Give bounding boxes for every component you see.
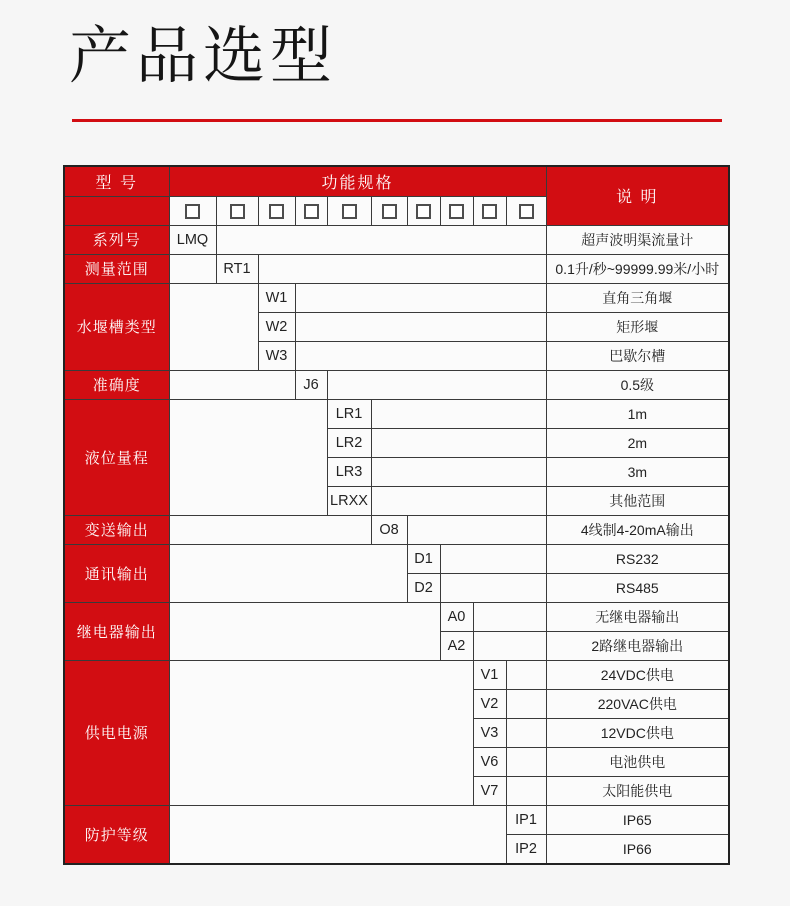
code-cell: D1 (407, 544, 440, 573)
spacer-cell (216, 225, 546, 254)
group-label-level-range: 液位量程 (64, 399, 169, 515)
option-checkbox-cell[interactable] (169, 196, 216, 225)
checkbox-icon[interactable] (304, 204, 319, 219)
desc-cell: 太阳能供电 (546, 776, 729, 805)
desc-cell: 2m (546, 428, 729, 457)
code-cell: A2 (440, 631, 473, 660)
product-selection-table (63, 165, 730, 865)
option-checkbox-cell[interactable] (295, 196, 327, 225)
spacer-cell (169, 515, 371, 544)
spacer-cell (506, 718, 546, 747)
option-checkbox-cell[interactable] (216, 196, 258, 225)
option-checkbox-cell[interactable] (407, 196, 440, 225)
spacer-cell (295, 312, 546, 341)
code-cell: LR2 (327, 428, 371, 457)
spacer-cell (473, 631, 546, 660)
page-content (63, 24, 729, 865)
code-cell: W2 (258, 312, 295, 341)
group-label-weir-type: 水堰槽类型 (64, 283, 169, 370)
group-label-protection: 防护等级 (64, 805, 169, 864)
spacer-cell (506, 776, 546, 805)
code-cell: LR1 (327, 399, 371, 428)
code-cell: D2 (407, 573, 440, 602)
desc-cell: 电池供电 (546, 747, 729, 776)
desc-cell: 巴歇尔槽 (546, 341, 729, 370)
group-label-series-no: 系列号 (64, 225, 169, 254)
checkbox-icon[interactable] (230, 204, 245, 219)
group-label-power-supply: 供电电源 (64, 660, 169, 805)
desc-cell: 2路继电器输出 (546, 631, 729, 660)
checkbox-icon[interactable] (449, 204, 464, 219)
code-cell: V3 (473, 718, 506, 747)
spacer-cell (295, 283, 546, 312)
code-cell: V1 (473, 660, 506, 689)
code-cell: IP1 (506, 805, 546, 834)
title-underline (72, 119, 722, 122)
code-cell: RT1 (216, 254, 258, 283)
desc-cell: RS232 (546, 544, 729, 573)
spacer-cell (506, 689, 546, 718)
page-title: 产品选型 (69, 22, 338, 91)
code-cell: W3 (258, 341, 295, 370)
checkbox-icon[interactable] (382, 204, 397, 219)
desc-cell: 超声波明渠流量计 (546, 225, 729, 254)
option-checkbox-cell[interactable] (371, 196, 407, 225)
checkbox-row-label-cell (64, 196, 169, 225)
spacer-cell (506, 747, 546, 776)
spacer-cell (506, 660, 546, 689)
header-desc: 说 明 (546, 166, 729, 226)
code-cell: J6 (295, 370, 327, 399)
group-label-comm-output: 通讯输出 (64, 544, 169, 602)
spacer-cell (473, 602, 546, 631)
desc-cell: RS485 (546, 573, 729, 602)
group-label-accuracy: 准确度 (64, 370, 169, 399)
spacer-cell (169, 805, 506, 864)
option-checkbox-cell[interactable] (473, 196, 506, 225)
desc-cell: 0.5级 (546, 370, 729, 399)
checkbox-icon[interactable] (482, 204, 497, 219)
code-cell: A0 (440, 602, 473, 631)
desc-cell: 3m (546, 457, 729, 486)
spacer-cell (169, 660, 473, 805)
spacer-cell (169, 544, 407, 602)
checkbox-icon[interactable] (342, 204, 357, 219)
code-cell: V2 (473, 689, 506, 718)
spacer-cell (169, 399, 327, 515)
checkbox-icon[interactable] (519, 204, 534, 219)
group-label-transmit-output: 变送输出 (64, 515, 169, 544)
spacer-cell (371, 486, 546, 515)
desc-cell: 1m (546, 399, 729, 428)
desc-cell: IP65 (546, 805, 729, 834)
option-checkbox-cell[interactable] (506, 196, 546, 225)
spacer-cell (440, 573, 546, 602)
header-spec: 功能规格 (169, 166, 546, 197)
code-cell: V6 (473, 747, 506, 776)
desc-cell: 0.1升/秒~99999.99米/小时 (546, 254, 729, 283)
checkbox-icon[interactable] (269, 204, 284, 219)
spacer-cell (169, 283, 258, 370)
spacer-cell (371, 457, 546, 486)
desc-cell: 其他范围 (546, 486, 729, 515)
checkbox-icon[interactable] (185, 204, 200, 219)
desc-cell: 24VDC供电 (546, 660, 729, 689)
desc-cell: 直角三角堰 (546, 283, 729, 312)
option-checkbox-cell[interactable] (258, 196, 295, 225)
code-cell: LR3 (327, 457, 371, 486)
group-label-measure-range: 测量范围 (64, 254, 169, 283)
desc-cell: 220VAC供电 (546, 689, 729, 718)
spacer-cell (327, 370, 546, 399)
code-cell: O8 (371, 515, 407, 544)
spacer-cell (169, 254, 216, 283)
code-cell: LRXX (327, 486, 371, 515)
desc-cell: 矩形堰 (546, 312, 729, 341)
option-checkbox-cell[interactable] (440, 196, 473, 225)
spacer-cell (169, 370, 295, 399)
code-cell: IP2 (506, 834, 546, 864)
spacer-cell (407, 515, 546, 544)
checkbox-icon[interactable] (416, 204, 431, 219)
code-cell: V7 (473, 776, 506, 805)
spacer-cell (258, 254, 546, 283)
code-cell: LMQ (169, 225, 216, 254)
group-label-relay-output: 继电器输出 (64, 602, 169, 660)
header-model: 型 号 (64, 166, 169, 197)
spacer-cell (295, 341, 546, 370)
spacer-cell (169, 602, 440, 660)
desc-cell: IP66 (546, 834, 729, 864)
code-cell: W1 (258, 283, 295, 312)
spacer-cell (371, 399, 546, 428)
desc-cell: 无继电器输出 (546, 602, 729, 631)
spacer-cell (371, 428, 546, 457)
option-checkbox-cell[interactable] (327, 196, 371, 225)
desc-cell: 12VDC供电 (546, 718, 729, 747)
spacer-cell (440, 544, 546, 573)
desc-cell: 4线制4-20mA输出 (546, 515, 729, 544)
